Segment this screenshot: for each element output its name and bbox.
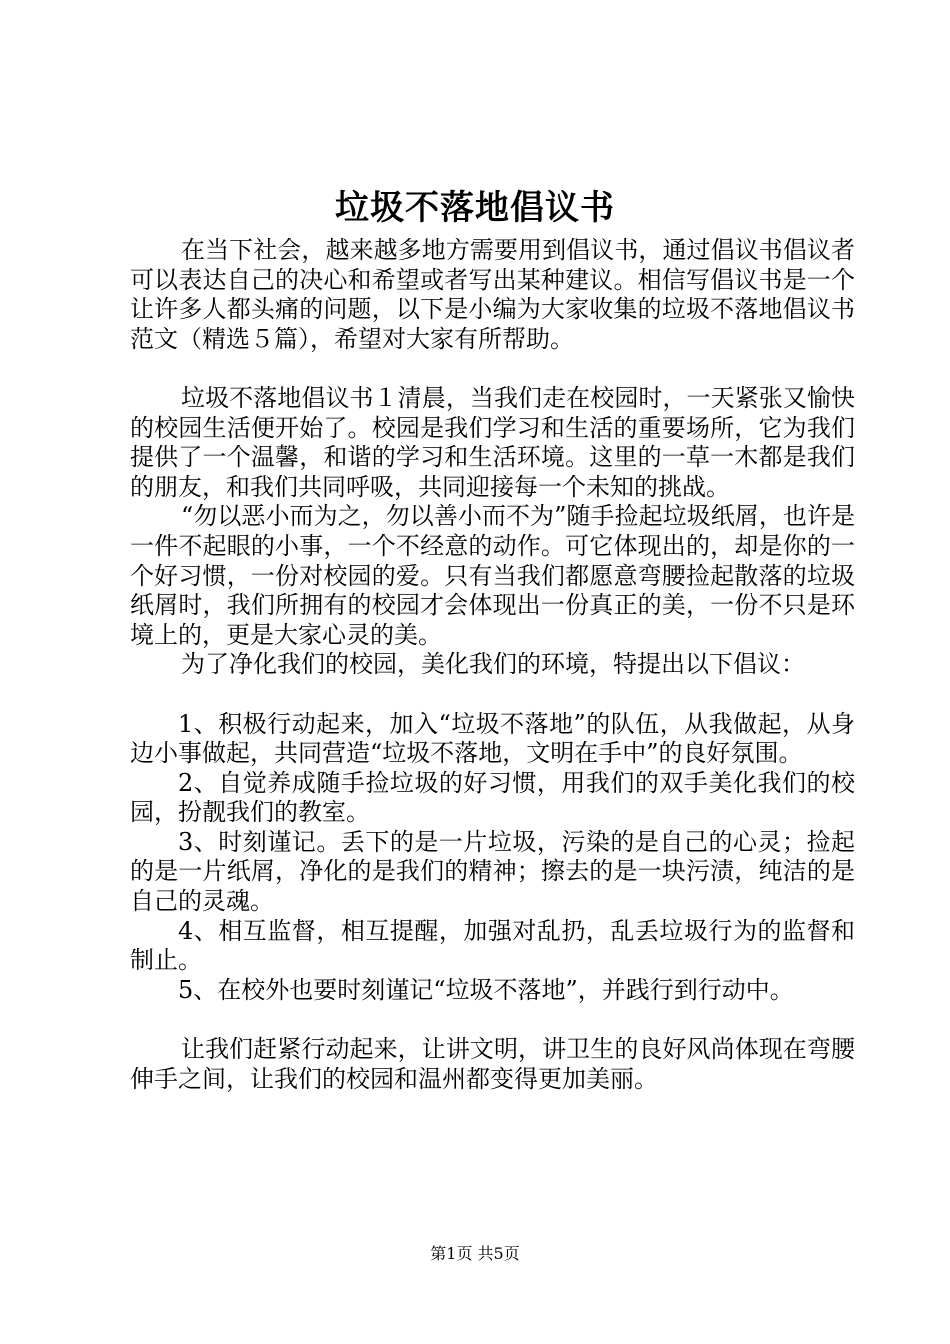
proposal-item-5: 5、在校外也要时刻谨记“垃圾不落地”，并践行到行动中。 bbox=[178, 975, 794, 1004]
intro-paragraph: 在当下社会，越来越多地方需要用到倡议书，通过倡议书倡议者可以表达自己的决心和希望或者写出某种建议。相信写倡议书是一个让许多人都头痛的问题，以下是小编为大家收集的垃圾不落地倡议书范文（精选５篇），希望对大家有所帮助。 bbox=[130, 236, 855, 353]
paragraph-spacer bbox=[130, 354, 855, 384]
body-paragraph-3: 为了净化我们的校园，美化我们的环境，特提出以下倡议： bbox=[181, 650, 805, 679]
proposal-item-2: 2、自觉养成随手捡垃圾的好习惯，用我们的双手美化我们的校园，扮靓我们的教室。 bbox=[130, 768, 855, 827]
document-title: 垃圾不落地倡议书 bbox=[335, 188, 615, 228]
page-number-footer: 第1页 共5页 bbox=[430, 1244, 520, 1263]
proposal-item-1: 1、积极行动起来，加入“垃圾不落地”的队伍，从我做起，从身边小事做起，共同营造“垃圾不落地，文明在手中”的良好氛围。 bbox=[130, 709, 855, 768]
proposal-item-3: 3、时刻谨记。丢下的是一片垃圾，污染的是自己的心灵；捡起的是一片纸屑，净化的是我们的精神；擦去的是一块污渍，纯洁的是自己的灵魂。 bbox=[130, 827, 855, 916]
proposal-item-4: 4、相互监督，相互提醒，加强对乱扔，乱丢垃圾行为的监督和制止。 bbox=[130, 916, 855, 975]
body-paragraph-2: “勿以恶小而为之，勿以善小而不为”随手捡起垃圾纸屑，也许是一件不起眼的小事，一个不经意的动作。可它体现出的，却是你的一个好习惯，一份对校园的爱。只有当我们都愿意弯腰捡起散落的垃圾纸屑时，我们所拥有的校园才会体现出一份真正的美，一份不只是环境上的，更是大家心灵的美。 bbox=[130, 502, 855, 649]
closing-paragraph: 让我们赶紧行动起来，让讲文明，讲卫生的良好风尚体现在弯腰伸手之间，让我们的校园和温州都变得更加美丽。 bbox=[130, 1035, 855, 1093]
paragraph-spacer bbox=[130, 1005, 855, 1035]
document-body bbox=[130, 236, 855, 1094]
body-paragraph-1: 垃圾不落地倡议书１清晨，当我们走在校园时，一天紧张又愉快的校园生活便开始了。校园是我们学习和生活的重要场所，它为我们提供了一个温馨，和谐的学习和生活环境。这里的一草一木都是我们的朋友，和我们共同呼吸，共同迎接每一个未知的挑战。 bbox=[130, 383, 855, 501]
paragraph-spacer bbox=[130, 680, 855, 710]
